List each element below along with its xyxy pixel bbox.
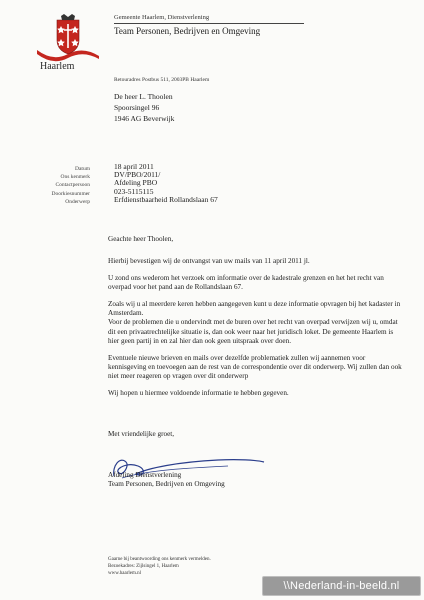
recipient-street: Spoorsingel 96 <box>114 103 160 112</box>
footer-website: www.haarlem.nl <box>108 570 141 576</box>
paragraph-4: Eventuele nieuwe brieven en mails over dezelfde problematiek zullen wij aannemen voor kennisgeving en toevoegen aan de rest van de correspondentie over dit onderwerp. Wij zullen dan ook niet meer reageren op vragen over dit onderwerp <box>108 353 402 381</box>
meta-label-reference: Ons kenmerk <box>60 174 90 181</box>
meta-value-date: 18 april 2011 <box>114 162 154 171</box>
salutation: Geachte heer Thoolen, <box>108 235 174 243</box>
header-team: Team Personen, Bedrijven en Omgeving <box>114 26 261 36</box>
header-department: Gemeente Haarlem, Dienstverlening <box>114 14 210 21</box>
return-address: Retouradres Postbus 511, 2003PB Haarlem <box>114 77 210 83</box>
footer-visit-address: Bezoekadres: Zijlsingel 1, Haarlem <box>108 563 179 569</box>
meta-value-phone: 023-5115115 <box>114 186 154 196</box>
paragraph-2: U zond ons wederom het verzoek om informatie over de kadestrale grenzen en het het recht van overpad voor het pand aan de Rollandslaan 67. <box>108 273 384 292</box>
recipient-address <box>114 91 174 124</box>
meta-value-contact: Afdeling PBO <box>114 178 158 188</box>
footer-reference-note: Gaarne bij beantwoording ons kenmerk vermelden. <box>108 557 211 562</box>
meta-label-phone: Doorkiesnummer <box>51 190 90 197</box>
meta-value-subject: Erfdienstbaarheid Rollandslaan 67 <box>114 194 218 204</box>
header-divider <box>114 23 304 24</box>
signature-block <box>108 471 225 490</box>
logo-name: Haarlem <box>40 61 75 72</box>
watermark-text: \\Nederland-in-beeld.nl <box>283 580 400 592</box>
paragraph-3b: Voor de problemen die u ondervindt met de buren over het recht van overpad verwijzen wij u, omdat dit een privaatrechtelijke situatie is, dan ook weer naar het juridisch loket. De gemeente Haarlem is hier geen partij in en zal hier dan ook geen uitspraak over doen. <box>108 318 398 346</box>
closing-line: Met vriendelijke groet, <box>108 430 175 438</box>
meta-labels <box>36 165 90 206</box>
letter-footer <box>108 557 211 577</box>
meta-label-date: Datum <box>75 166 90 172</box>
meta-label-subject: Onderwerp <box>65 198 90 205</box>
paragraph-5: Wij hopen u hiermee voldoende informatie te hebben gegeven. <box>108 388 289 397</box>
meta-values <box>114 163 218 204</box>
paragraph-1: Hierbij bevestigen wij de ontvangst van uw mails van 11 april 2011 jl. <box>108 257 310 266</box>
paragraph-3a: Zoals wij u al meerdere keren hebben aangegeven kunt u deze informatie opvragen bij het kadaster in Amsterdam. <box>108 299 401 318</box>
letter-body <box>108 235 404 405</box>
meta-label-contact: Contactpersoon <box>55 182 90 189</box>
recipient-name: De heer L. Thoolen <box>114 92 173 101</box>
meta-value-reference: DV/PBO/2011/ <box>114 170 161 180</box>
signer-team: Team Personen, Bedrijven en Omgeving <box>108 480 225 489</box>
watermark-badge <box>262 576 421 596</box>
recipient-city: 1946 AG Beverwijk <box>114 114 175 123</box>
signer-department: Afdeling Dienstverlening <box>108 471 182 479</box>
